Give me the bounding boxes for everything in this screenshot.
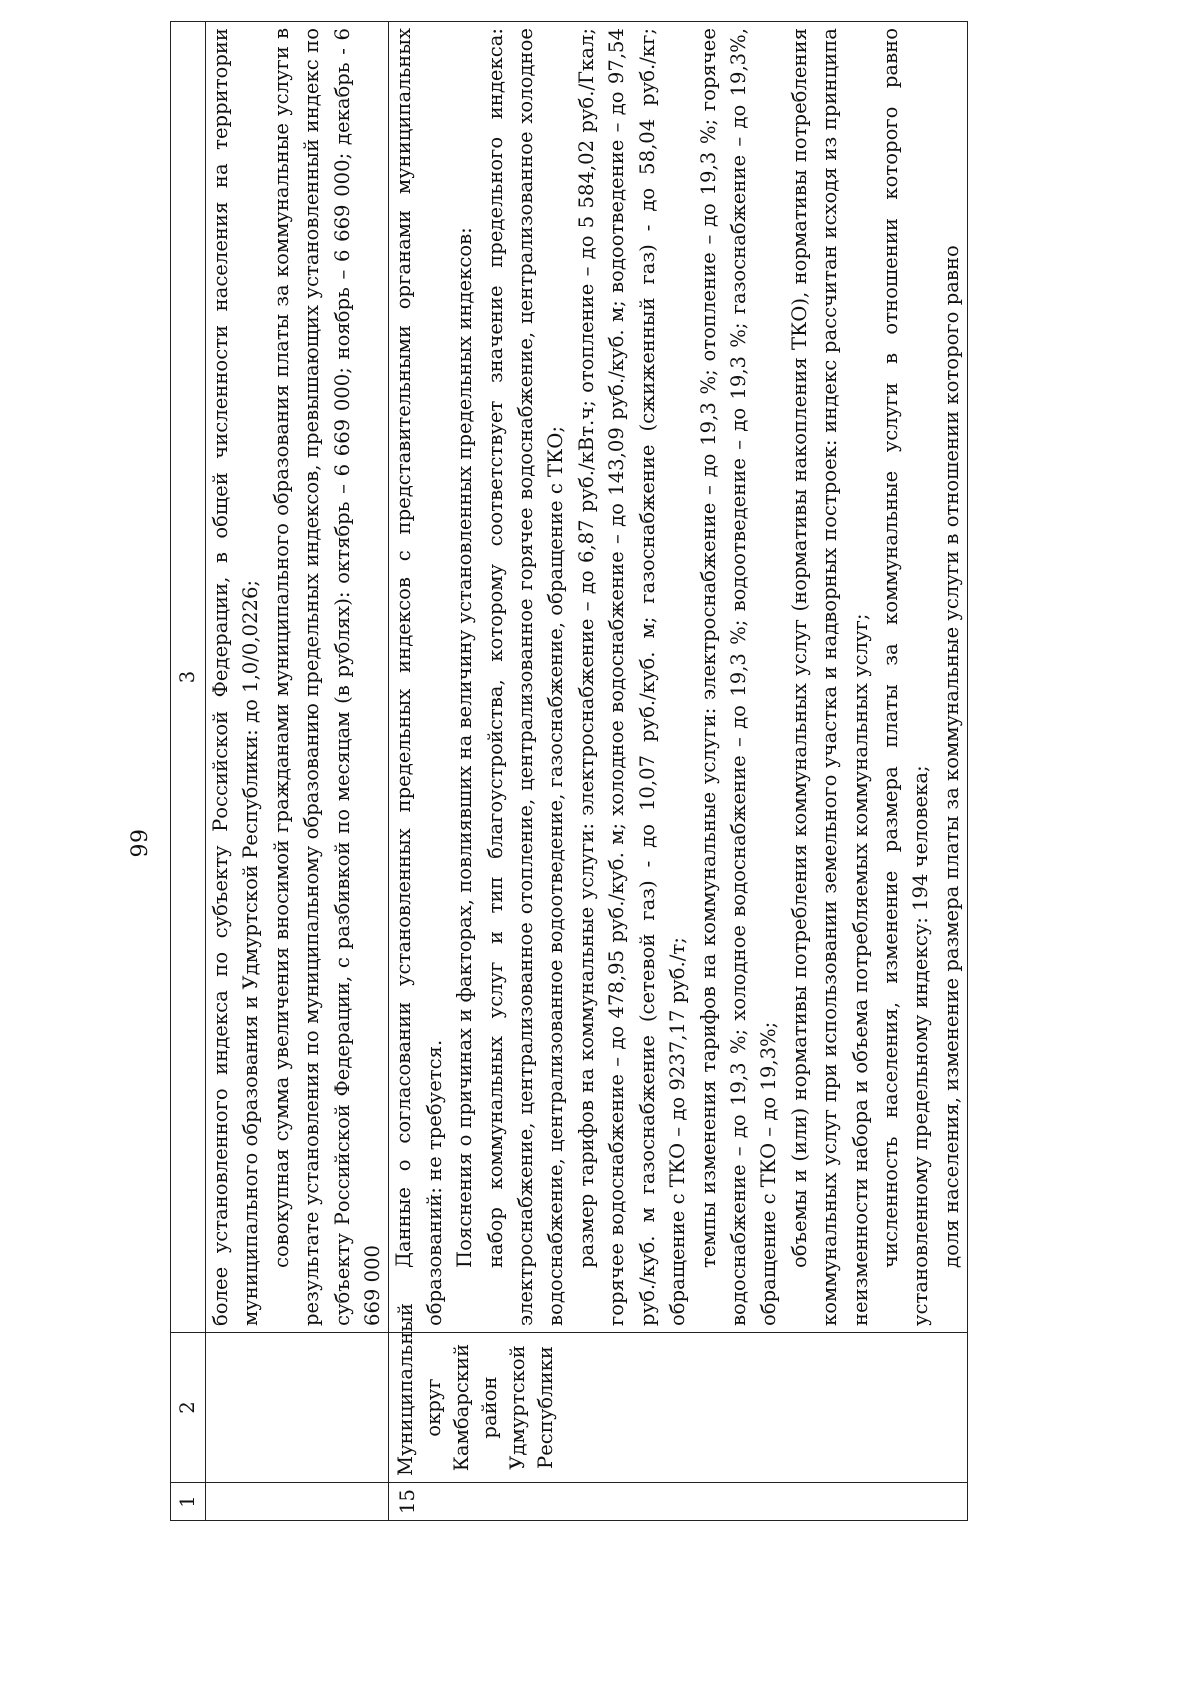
table-header-row xyxy=(171,22,206,1521)
header-cell-2: 2 xyxy=(171,1333,206,1483)
page-number: 99 xyxy=(128,828,153,858)
row-number-cell xyxy=(206,1483,389,1521)
header-cell-1: 1 xyxy=(171,1483,206,1521)
data-table xyxy=(170,21,968,1521)
paragraph: набор коммунальных услуг и тип благоустройства, которому соответствует значение предельного индекса: электроснабжение, централизованное отопление, централизованное горячее водоснабжение, централизованное холодное водоснабжение, централизованное водоотведение, газоснабжение, обращение с ТКО; xyxy=(483,28,568,1326)
table-row-continuation xyxy=(206,22,389,1521)
paragraph: Пояснения о причинах и факторах, повлиявших на величину установленных предельных индексов: xyxy=(453,227,477,1268)
paragraph: темпы изменения тарифов на коммунальные услуги: электроснабжение – до 19,3 %; отопление – до 19,3 %; горячее водоснабжение – до 19,3 %; холодное водоснабжение – до 19,3 %; водоотведение – до 19,3 %; газоснабжение – до 19,3%, обращение с ТКО – до 19,3%; xyxy=(696,28,781,1326)
paragraph: доля населения, изменение размера платы за коммунальные услуги в отношении которого равно xyxy=(939,245,963,1268)
description-cell xyxy=(389,22,968,1333)
paragraph: численность населения, изменение размера платы за коммунальные услуги в отношении которого равно установленному предельному индексу: 194 человека; xyxy=(878,28,933,1326)
municipality-name-cell: Муниципальный округ Камбарский район Удмуртской Республики xyxy=(389,1333,968,1483)
paragraph: Данные о согласовании установленных предельных индексов с представительными органами муниципальных образований: не требуется. xyxy=(392,28,446,1326)
description-cell xyxy=(206,22,389,1333)
paragraph: размер тарифов на коммунальные услуги: электроснабжение – до 6,87 руб./кВт.ч; отопление – до 5 584,02 руб./Гкал; горячее водоснабжение – до 478,95 руб./куб. м; холодное водоснабжение – до 143,09 руб./куб. м; водоотведение – до 97,54 руб./куб. м газоснабжение (сетевой газ) - до 10,07 руб./куб. м; газоснабжение (сжиженный газ) - до 58,04 руб./кг; обращение с ТКО – до 9237,17 руб./т; xyxy=(574,28,690,1326)
table-row-15 xyxy=(389,22,968,1521)
row-number-cell: 15 xyxy=(389,1483,968,1521)
paragraph: совокупная сумма увеличения вносимой гражданами муниципального образования платы за коммунальные услуги в результате установления по муниципальному образованию предельных индексов, превышающих установленный индекс по субъекту Российской Федерации, с разбивкой по месяцам (в рублях): октябрь – 6 669 000; ноябрь – 6 669 000; декабрь - 6 669 000 xyxy=(269,28,385,1326)
municipality-name-cell xyxy=(206,1333,389,1483)
header-cell-3: 3 xyxy=(171,22,206,1333)
paragraph: более установленного индекса по субъекту Российской Федерации, в общей численности населения на территории муниципального образования и Удмуртской Республики: до 1,0/0,0226; xyxy=(209,28,263,1326)
paragraph: объемы и (или) нормативы потребления коммунальных услуг (нормативы накопления ТКО), нормативы потребления коммунальных услуг при использовании земельного участка и надворных построек: индекс рассчитан исходя из принципа неизменности набора и объема потребляемых коммунальных услуг; xyxy=(787,28,872,1326)
